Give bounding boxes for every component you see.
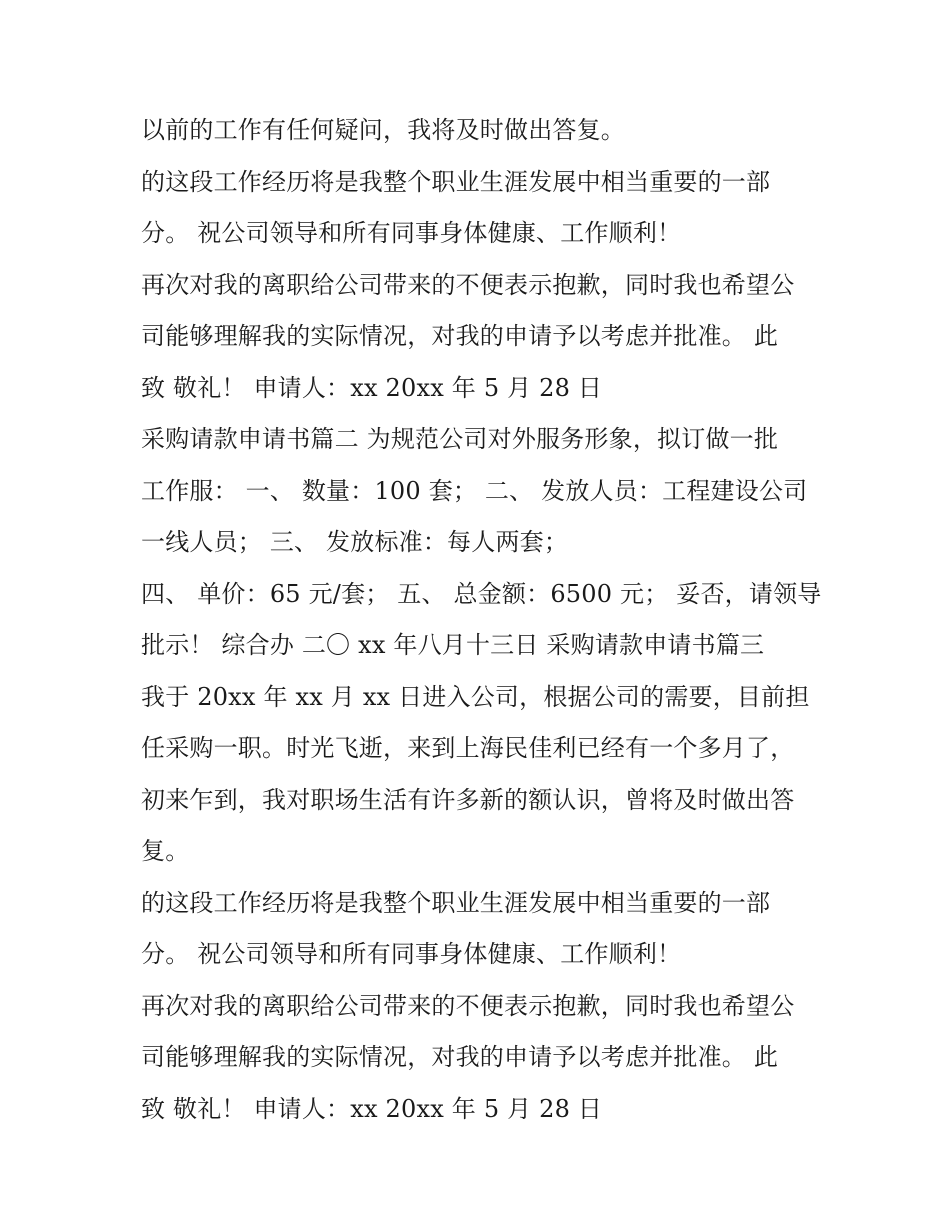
- text-line: 复。: [141, 837, 190, 865]
- text-line: 分。 祝公司领导和所有同事身体健康、工作顺利！: [141, 940, 682, 968]
- text-line: 再次对我的离职给公司带来的不便表示抱歉，同时我也希望公: [141, 991, 795, 1020]
- text-line: 任采购一职。时光飞逝，来到上海民佳利已经有一个多月了，: [141, 734, 795, 762]
- text-line: 四、 单价：65 元/套； 五、 总金额：6500 元； 妥否，请领导: [141, 579, 822, 608]
- text-line: 再次对我的离职给公司带来的不便表示抱歉，同时我也希望公: [141, 270, 795, 299]
- text-line: 司能够理解我的实际情况，对我的申请予以考虑并批准。 此: [141, 322, 779, 350]
- text-line: 分。 祝公司领导和所有同事身体健康、工作顺利！: [141, 219, 682, 247]
- text-line: 司能够理解我的实际情况，对我的申请予以考虑并批准。 此: [141, 1043, 779, 1071]
- text-line: 批示！ 综合办 二〇 xx 年八月十三日 采购请款申请书篇三: [141, 631, 765, 659]
- text-line: 致 敬礼！ 申请人：xx 20xx 年 5 月 28 日: [141, 1094, 603, 1123]
- text-line: 的这段工作经历将是我整个职业生涯发展中相当重要的一部: [141, 888, 771, 917]
- text-line: 我于 20xx 年 xx 月 xx 日进入公司，根据公司的需要，目前担: [141, 682, 810, 711]
- text-line: 致 敬礼！ 申请人：xx 20xx 年 5 月 28 日: [141, 373, 603, 402]
- text-line: 工作服： 一、 数量：100 套； 二、 发放人员：工程建设公司: [141, 476, 808, 505]
- text-line: 的这段工作经历将是我整个职业生涯发展中相当重要的一部: [141, 167, 771, 196]
- text-line: 初来乍到，我对职场生活有许多新的额认识，曾将及时做出答: [141, 785, 795, 814]
- text-line: 采购请款申请书篇二 为规范公司对外服务形象，拟订做一批: [141, 425, 779, 453]
- text-line: 一线人员； 三、 发放标准：每人两套；: [141, 528, 569, 556]
- text-line: 以前的工作有任何疑问，我将及时做出答复。: [141, 116, 625, 144]
- document-body: [141, 108, 821, 1138]
